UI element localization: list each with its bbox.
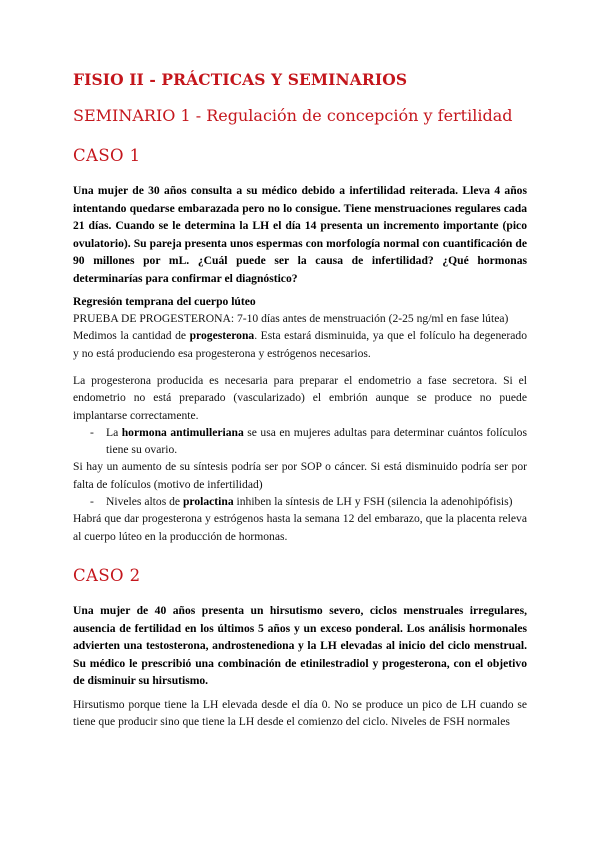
text-span: inhiben la síntesis de LH y FSH (silencia la adenohipófisis): [233, 495, 513, 509]
text-span: Niveles altos de: [106, 495, 183, 509]
bullet-marker: -: [90, 495, 94, 509]
text-span: . Esta estará disminuida, ya que el folículo ha degenerado y no está produciendo esa progesterona y estrógenos necesarios.: [73, 329, 527, 360]
bullet-prolactin: [73, 493, 527, 510]
bold-term-prolactina: prolactina: [182, 495, 234, 509]
paragraph-synthesis: Si hay un aumento de su síntesis podría ser por SOP o cáncer. Si está disminuido podría ser por falta de folículos (motivo de infertilidad): [73, 460, 527, 491]
bold-term-amh: hormona antimulleriana: [121, 425, 244, 439]
case-2-statement: Una mujer de 40 años presenta un hirsutismo severo, ciclos menstruales irregulares, ausencia de fertilidad en los últimos 5 años y un exceso ponderal. Los análisis hormonales advierten una testosterona, androstenediona y la LH elevadas al inicio del ciclo menstrual. Su médico le prescribió una combinación de etinilestradiol y progesterona, con el objetivo de disminuir su hirsutismo.: [73, 604, 527, 688]
text-span: La: [106, 425, 122, 439]
case-1-statement: Una mujer de 30 años consulta a su médico debido a infertilidad reiterada. Lleva 4 años intentando quedarse embarazada pero no lo consigue. Tiene menstruaciones regulares cada 21 días. Cuando se le determina la LH el día 14 presenta un incremento importante (pico ovulatorio). Su pareja presenta unos espermas con morfología normal con cuantificación de 90 millones por mL. ¿Cuál puede ser la causa de infertilidad? ¿Qué hormonas determinarías para confirmar el diagnóstico?: [73, 184, 527, 285]
case-1-subheading: Regresión temprana del cuerpo lúteo: [73, 295, 256, 308]
case-1-answer-block-2: [73, 372, 527, 545]
bullet-amh: [73, 424, 527, 459]
document-title: FISIO II - PRÁCTICAS Y SEMINARIOS: [73, 70, 408, 89]
case-2-heading: CASO 2: [73, 566, 141, 585]
paragraph-progesterone-measure: [73, 327, 527, 362]
seminar-heading: SEMINARIO 1 - Regulación de concepción y fertilidad: [73, 106, 513, 125]
paragraph-endometrium: La progesterona producida es necesaria para preparar el endometrio a fase secretora. Si el endometrio no está preparado (vascularizado) el embrión aunque se produce no puede implantarse correctamente.: [73, 374, 527, 422]
text-span: se usa en mujeres adultas para determinar cuántos folículos tiene su ovario.: [106, 425, 527, 457]
paragraph-treatment: Habrá que dar progesterona y estrógenos hasta la semana 12 del embarazo, que la placenta releva al cuerpo lúteo en la producción de hormonas.: [73, 512, 527, 543]
progesterone-test-line: PRUEBA DE PROGESTERONA: 7-10 días antes de menstruación (2-25 ng/ml en fase lútea): [73, 312, 509, 325]
case-2-answer: Hirsutismo porque tiene la LH elevada desde el día 0. No se produce un pico de LH cuando se tiene que producir sino que tiene la LH desde el comienzo del ciclo. Niveles de FSH normales: [73, 698, 527, 729]
case-1-heading: CASO 1: [73, 146, 141, 165]
case-1-answer-block-1: [73, 310, 527, 362]
bullet-marker: -: [90, 425, 94, 439]
bold-term-progesterona: progesterona: [189, 329, 255, 343]
text-span: Medimos la cantidad de: [73, 329, 190, 343]
